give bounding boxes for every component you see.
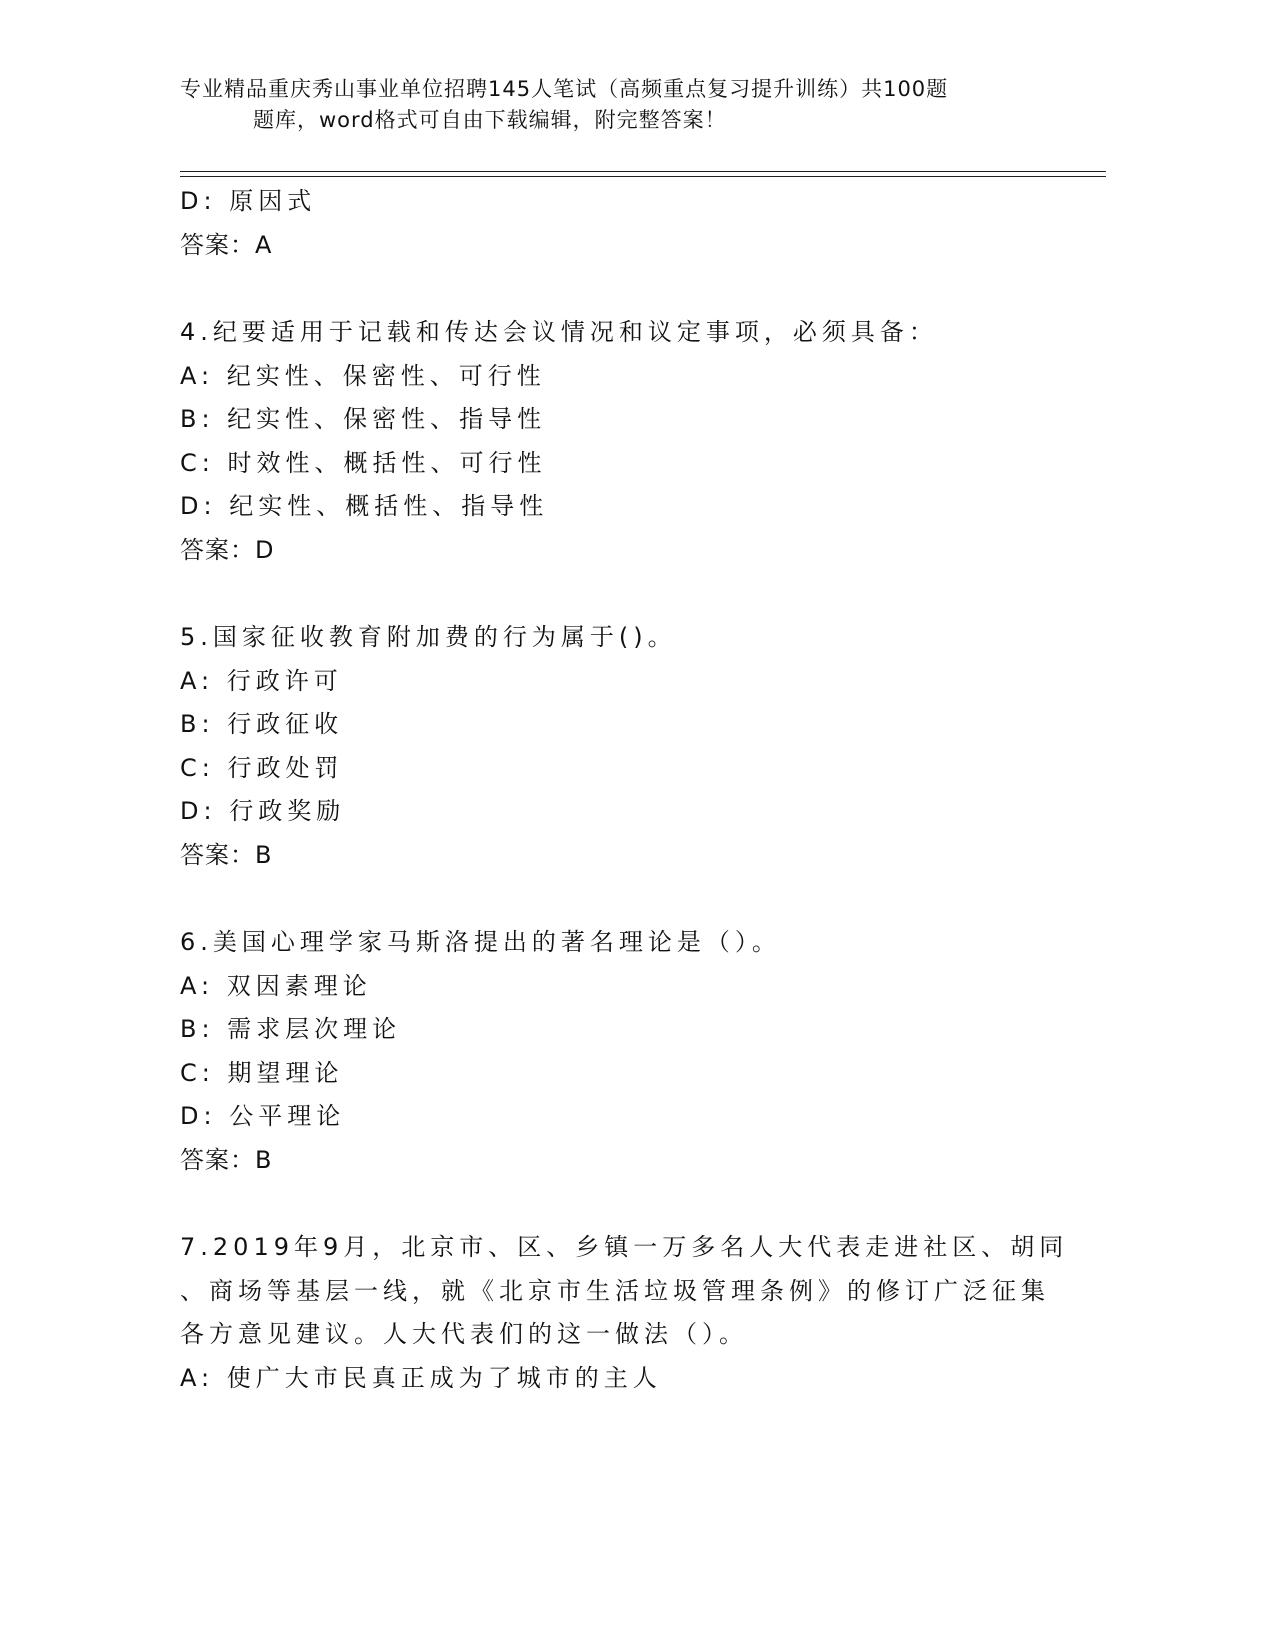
page-header [180, 74, 1040, 136]
q6-option-a: A: 双因素理论 [180, 972, 372, 1000]
q5-option-b: B: 行政征收 [180, 710, 344, 738]
q7-question-line-1: 7.2019年9月，北京市、区、乡镇一万多名人大代表走进社区、胡同 [180, 1233, 1069, 1261]
q5-option-d: D: 行政奖励 [180, 797, 346, 825]
q5-option-a: A: 行政许可 [180, 667, 343, 695]
q4-option-b: B: 纪实性、保密性、指导性 [180, 405, 547, 433]
q6-option-d: D: 公平理论 [180, 1102, 346, 1130]
q6-option-b: B: 需求层次理论 [180, 1015, 402, 1043]
q4-answer: 答案：D [180, 536, 275, 564]
q7-question-line-2: 、商场等基层一线，就《北京市生活垃圾管理条例》的修订广泛征集 [180, 1277, 1050, 1305]
header-divider-top [180, 171, 1106, 172]
q5-question: 5.国家征收教育附加费的行为属于()。 [180, 623, 677, 651]
q5-option-c: C: 行政处罚 [180, 754, 344, 782]
q6-question: 6.美国心理学家马斯洛提出的著名理论是（）。 [180, 928, 781, 956]
q4-question: 4.纪要适用于记载和传达会议情况和议定事项，必须具备： [180, 318, 938, 346]
q4-option-c: C: 时效性、概括性、可行性 [180, 449, 547, 477]
q7-question-line-3: 各方意见建议。人大代表们的这一做法（）。 [180, 1320, 748, 1348]
q6-option-c: C: 期望理论 [180, 1059, 344, 1087]
header-title-line-2: 题库，word格式可自由下载编辑，附完整答案！ [253, 108, 727, 132]
q3-answer: 答案：A [180, 231, 273, 259]
q5-answer: 答案：B [180, 841, 273, 869]
header-divider-bottom [180, 176, 1106, 177]
q4-option-a: A: 纪实性、保密性、可行性 [180, 362, 546, 390]
q4-option-d: D: 纪实性、概括性、指导性 [180, 492, 549, 520]
q7-option-a: A: 使广大市民真正成为了城市的主人 [180, 1364, 662, 1392]
header-title-line-1: 专业精品重庆秀山事业单位招聘145人笔试（高频重点复习提升训练）共100题 [180, 77, 949, 101]
q3-option-d: D: 原因式 [180, 187, 317, 215]
q6-answer: 答案：B [180, 1146, 273, 1174]
